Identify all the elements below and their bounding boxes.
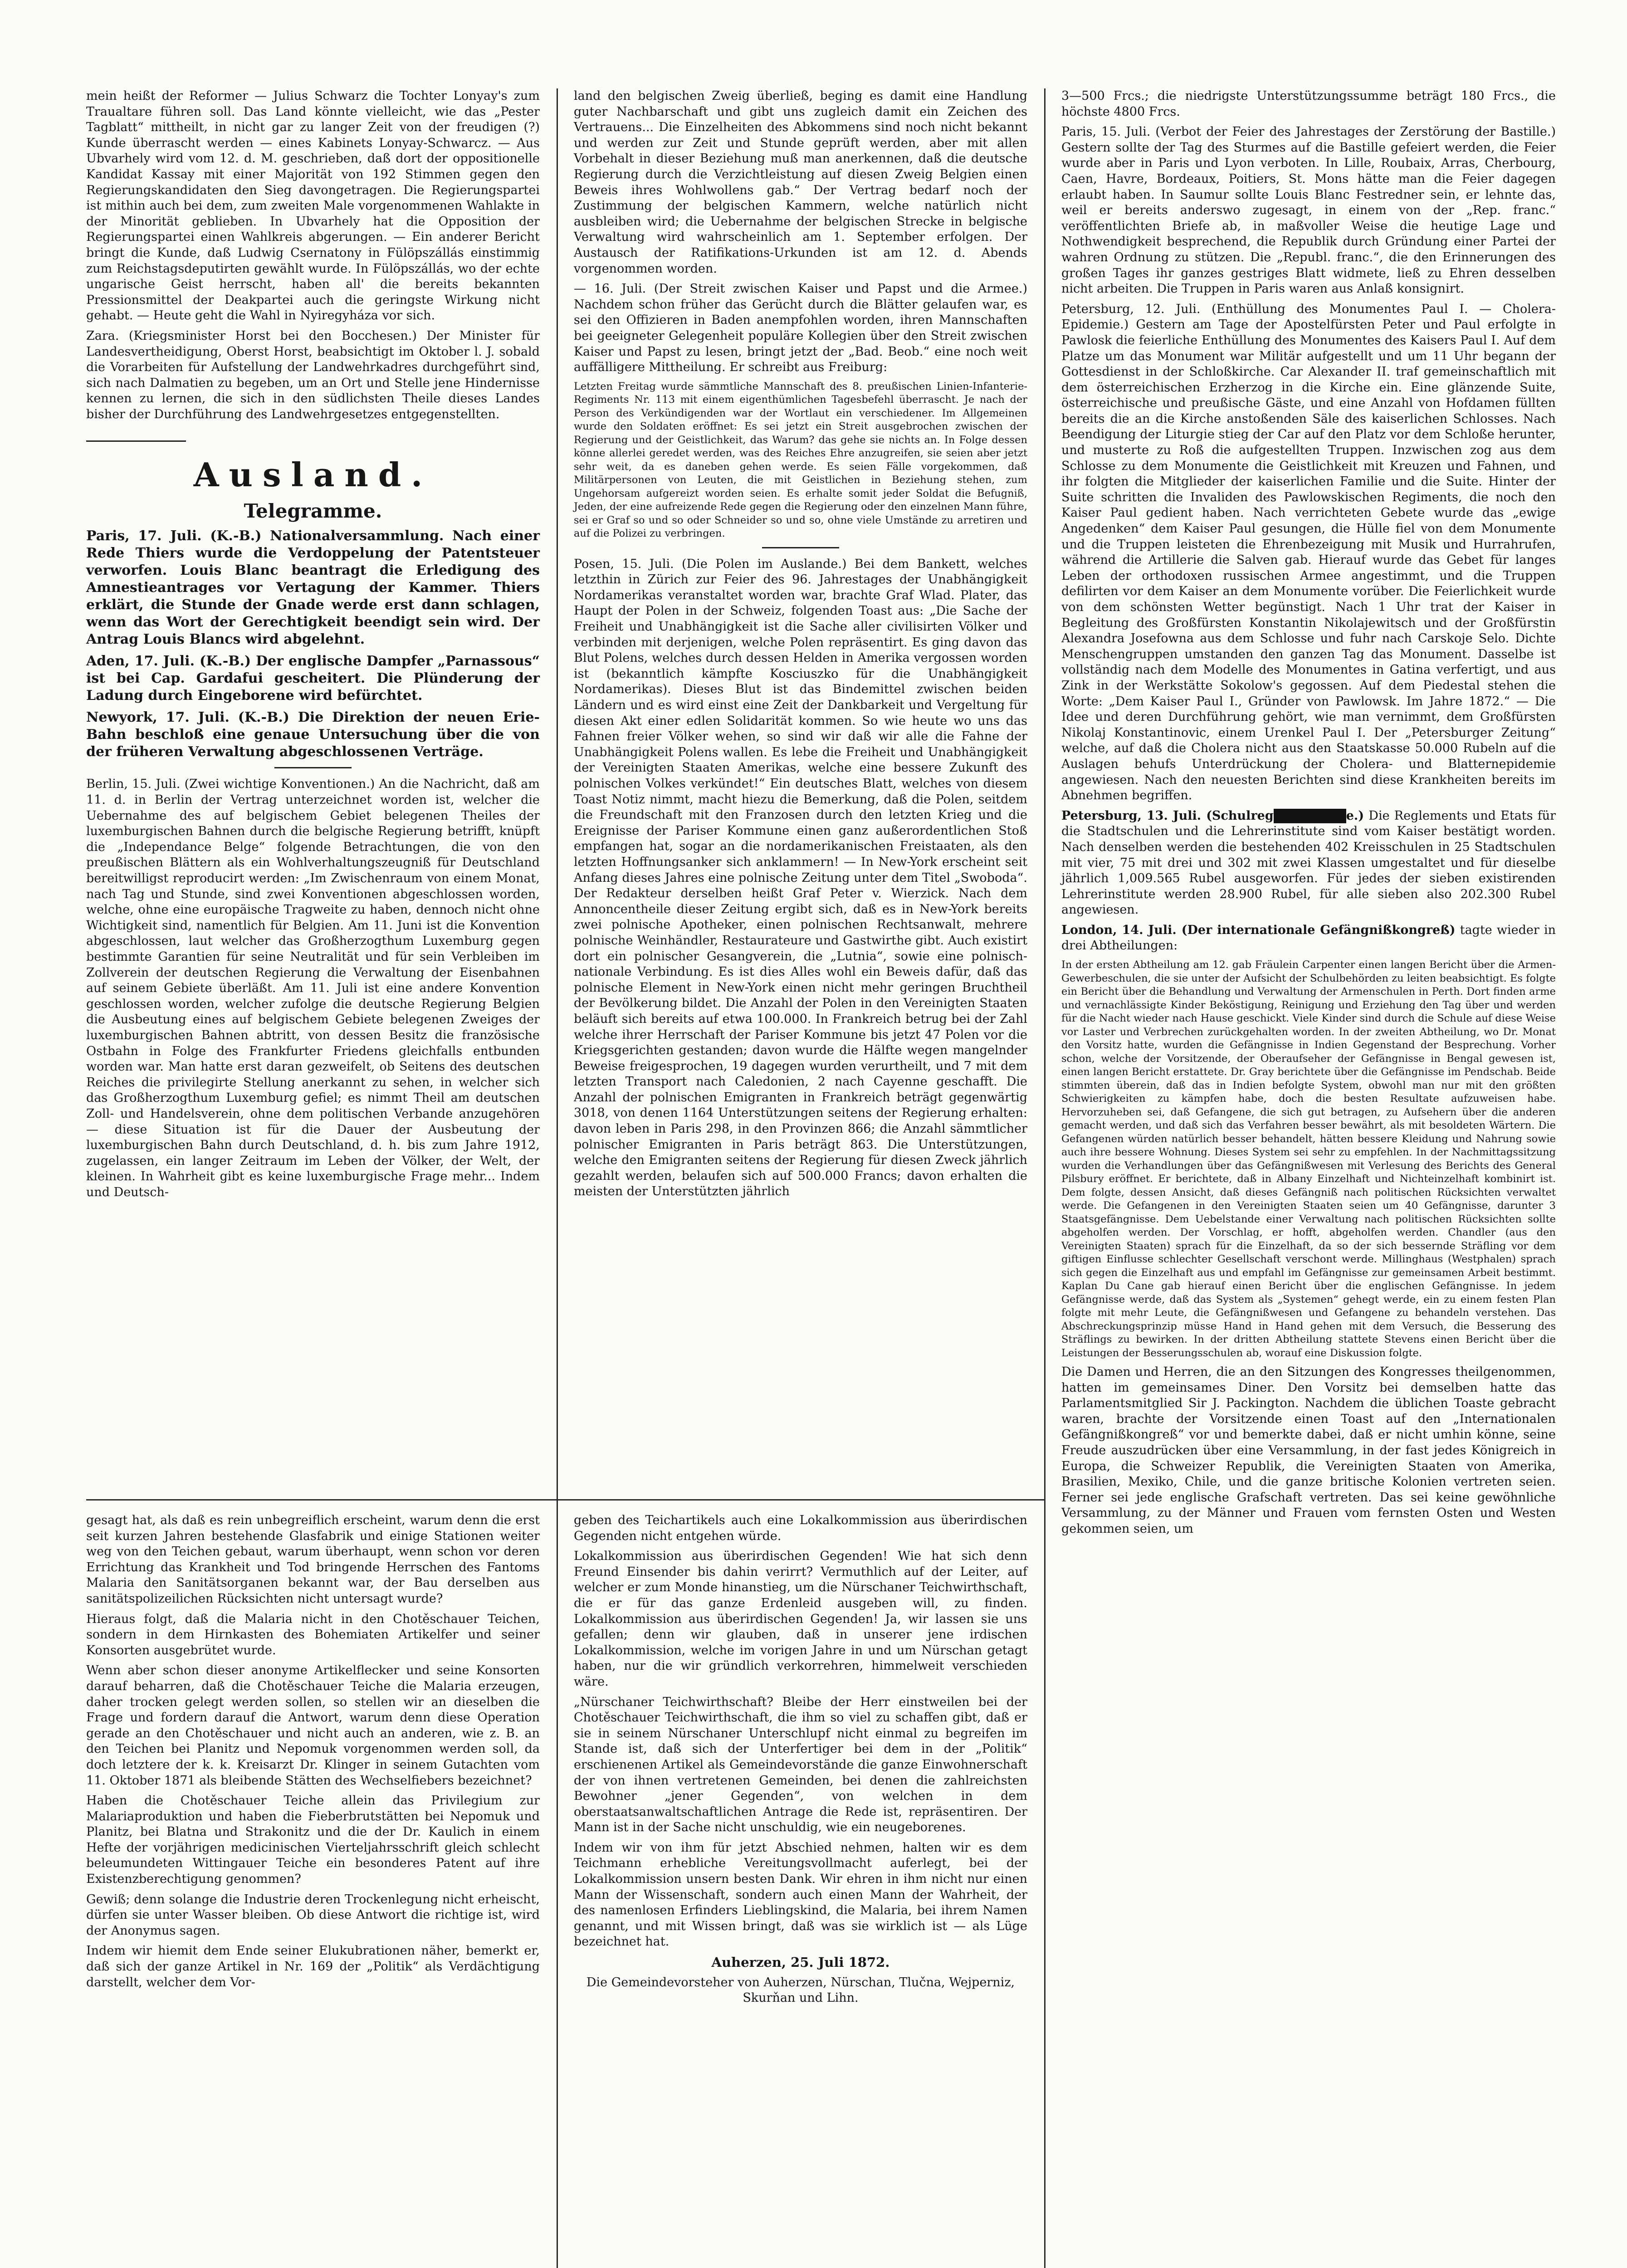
- paragraph: Indem wir von ihm für jetzt Abschied nehmen, halten wir es dem Teichmann erhebliche Vereitungsvollmacht auferlegt, bei der Lokalkommission unsern besten Dank. Wir ehren in ihm nicht nur einen Mann der Wissenschaft, sondern auch einen Mann der Wahrheit, der des namenlosen Erfinders Lieblingskind, die Malaria, bei ihrem Namen genannt, und mit Wissen bringt, daß was sie wirklich ist — als Lüge bezeichnet hat.: [574, 1840, 1027, 1949]
- paragraph-petersburg-schulen: [1061, 808, 1556, 918]
- paragraph: Wenn aber schon dieser anonyme Artikelflecker und seine Konsorten darauf beharren, daß die Chotěschauer Teiche die Malaria erzeugen, daher trocken gelegt werden sollen, so stellen wir an dieselben die Frage und fordern darauf die Antwort, warum denn diese Operation gerade an den Chotěschauer und nicht auch an anderen, wie z. B. an den Teichen bei Planitz und Nepomuk vorgenommen werden soll, da doch letztere der k. k. Kreisarzt Dr. Klinger in seinem Gutachten vom 11. Oktober 1871 als bleibende Stätten des Wechselfiebers bezeichnet?: [86, 1663, 540, 1788]
- telegram-aden: Aden, 17. Juli. (K.-B.) Der englische Dampfer „Parnassous“ ist bei Cap. Gardafui gescheitert. Die Plünderung der Ladung durch Eingeborene wird befürchtet.: [86, 653, 540, 704]
- column-left: [86, 88, 540, 1205]
- column-middle: [574, 88, 1027, 1204]
- paragraph: Gewiß; denn solange die Industrie deren Trockenlegung nicht erheischt, dürfen sie unter Wasser bleiben. Ob diese Antwort die richtige ist, wird der Anonymus sagen.: [86, 1892, 540, 1938]
- paragraph-london: [1061, 923, 1556, 954]
- column-rule: [1044, 88, 1046, 2268]
- paragraph-streit: — 16. Juli. (Der Streit zwischen Kaiser und Papst und die Armee.) Nachdem schon früher das Gerücht durch die Blätter gelaufen war, es sei den Offizieren in Baden anempfohlen worden, ihren Mannschaften bei geeigneter Gelegenheit populäre Kollegien über den Streit zwischen Kaiser und Papst zu lesen, bringt jetzt der „Bad. Beob.“ eine noch weit auffälligere Mittheilung. Er schreibt aus Freiburg:: [574, 282, 1027, 375]
- short-rule: [274, 767, 352, 768]
- paragraph-zara: Zara. (Kriegsminister Horst bei den Bocchesen.) Der Minister für Landesvertheidigung, Oberst Horst, beabsichtigt im Oktober l. J. sobald die Vorarbeiten für Aufstellung der Landwehrkadres durchgeführt sind, sich nach Dalmatien zu begeben, um an Ort und Stelle jene Hindernisse kennen zu lernen, die sich in den südlichsten Theile dieses Landes bisher der Durchführung des Landwehrgesetzes entgegenstellten.: [86, 328, 540, 421]
- newspaper-page: [86, 88, 1556, 2268]
- short-rule: [86, 440, 186, 442]
- place-date: Auherzen, 25. Juli 1872.: [711, 1955, 890, 1970]
- paragraph: Hieraus folgt, daß die Malaria nicht in den Chotěschauer Teichen, sondern in dem Hirnkasten des Bohemiaten Artikelfer und seiner Konsorten ausgebrütet wurde.: [86, 1612, 540, 1657]
- section-heading-ausland: Ausland.: [193, 455, 433, 494]
- column-left-bottom: [86, 1513, 540, 1995]
- dateline-end: e.): [1346, 808, 1364, 823]
- paragraph: 3—500 Frcs.; die niedrigste Unterstützungssumme beträgt 180 Frcs., die höchste 4800 Frcs.: [1061, 89, 1556, 119]
- paragraph-paris-bastille: Paris, 15. Juli. (Verbot der Feier des Jahrestages der Zerstörung der Bastille.) Gestern sollte der Tag des Sturmes auf die Bastille gefeiert werden, die Feier wurde aber in Paris und Lyon verboten. In Lille, Roubaix, Arras, Cherbourg, Caen, Havre, Bordeaux, Poitiers, St. Mons hätte man die Feier dagegen erlaubt haben. In Saumur sollte Louis Blanc Festredner sein, er lehnte das, weil er bereits anderswo zugesagt, in einem von der „Rep. franc.“ veröffentlichten Briefe ab, in maßvoller Weise die heutige Lage und Nothwendigkeit besprechend, die Republik durch Gründung einer Partei der wahren Ordnung zu stützen. Die „Republ. franc.“, die den Erinnerungen des großen Tages ihr ganzes gestriges Blatt widmete, ließ zu Ehren desselben nicht arbeiten. Die Truppen in Paris waren aus Anlaß konsignirt.: [1061, 125, 1556, 296]
- paragraph: „Nürschaner Teichwirthschaft? Bleibe der Herr einstweilen bei der Chotěschauer Teichwirthschaft, die ihm so viel zu schaffen gibt, daß er sie in seinem Nürschaner Unterschlupf nicht einmal zu begreifen im Stande ist, daß sich der Unterfertiger bei dem in der „Politik“ erschienenen Artikel als Gemeindevorstände die ganze Einwohnerschaft der von ihnen vertretenen Gemeinden, bei denen die zahlreichsten Bewohner „jener Gegenden“, von welchen in dem oberstaatsanwaltschaftlichen Antrage die Rede ist, repräsentiren. Der Mann ist in der Sache nicht unschuldig, wie ein neugeborenes.: [574, 1695, 1027, 1835]
- ink-blot: [1274, 809, 1346, 823]
- short-rule: [762, 547, 839, 548]
- quote-freiburg: Letzten Freitag wurde sämmtliche Mannschaft des 8. preußischen Linien-Infanterie-Regiments Nr. 113 mit einem eigenthümlichen Tagesbefehl überrascht. Je nach der Person des Verkündigenden war der Wortlaut ein verschiedener. Im Allgemeinen wurde den Soldaten eröffnet: Es sei jetzt ein Streit ausgebrochen zwischen der Regierung und der Geistlichkeit, das Warum? das gehe sie nichts an. In Folge dessen könne allerlei geredet werden, was des Reiches Ehre anzugreifen, sie seien aber jetzt sehr weit, da es daneben gehen werde. Es seien Fälle vorgekommen, daß Militärpersonen von Leuten, die mit Geistlichen in Beziehung stehen, zum Ungehorsam aufgereizt worden seien. Es erhalte somit jeder Soldat die Befugniß, Jeden, der eine aufreizende Rede gegen die Regierung oder den einzelnen Mann führe, sei er Graf so und so oder Schneider so und so, ohne viele Umstände zu arretiren und auf die Polizei zu verbringen.: [574, 380, 1027, 540]
- horizontal-rule: [86, 1499, 1044, 1501]
- column-right: [1061, 88, 1556, 1542]
- paragraph: Haben die Chotěschauer Teiche allein das Privilegium zur Malariaproduktion und haben die Fieberbrutstätten bei Nepomuk und Planitz, bei Blatna und Strakonitz und die der Dr. Kaulich in einem Hefte der vorjährigen medicinischen Vierteljahrsschrift gleich schlecht beleumundeten Wittingauer Teiche ein besonderes Patent auf ihre Existenzberechtigung genommen?: [86, 1794, 540, 1887]
- paragraph-petersburg: Petersburg, 12. Juli. (Enthüllung des Monumentes Paul I. — Cholera-Epidemie.) Gestern am Tage der Apostelfürsten Peter und Paul erfolgte in Pawlosk die feierliche Enthüllung des Monumentes des Kaisers Paul I. Auf dem Platze um das Monument war Militär aufgestellt und um 11 Uhr begann der Gottesdienst in der Schloßkirche. Car Alexander II. traf gemeinschaftlich mit dem österreichischen Erzherzog in die Kirche ein. Eine glänzende Suite, österreichische und preußische Gäste, und eine Anzahl von Hofdamen füllten bereits die an die Kirche anstoßenden Säle des kaiserlichen Schlosses. Nach Beendigung der Liturgie stieg der Car auf den Platz vor dem Schloße herunter, und musterte zu Roß die aufgestellten Truppen. Inzwischen zog aus dem Schlosse zu dem Monumente die Geistlichkeit mit Kreuzen und Fahnen, und ihr folgten die Mitglieder der kaiserlichen Familie und die Suite. Hinter der Suite schritten die Invaliden des Pawlowskischen Regiments, die noch den Kaiser Paul gedient haben. Nach verrichteten Gebete wurde das „ewige Angedenken“ dem Kaiser Paul gesungen, die Hülle fiel von dem Monumente und die Truppen leisteten die Ehrenbezeigung mit Musik und Hurrahrufen, während die Artillerie die Salven gab. Hierauf wurde das Gebet für langes Leben der orthodoxen russischen Armee angestimmt, und die Truppen defilirten vor dem Kaiser an dem Monumente vorüber. Die Feierlichkeit wurde von dem schönsten Wetter begünstigt. Nach 1 Uhr trat der Kaiser in Begleitung des Großfürsten Konstantin Nikolajewitsch und der Großfürstin Alexandra Josefowna aus dem Schlosse und fuhr nach Carskoje Selo. Dichte Menschengruppen umstanden den ganzen Tag das Monument. Dasselbe ist vollständig nach dem Modelle des Monumentes in Gatina verfertigt, und aus Zink in der Werkstätte Sokolow's gegossen. Auf dem Piedestal stehen die Worte: „Dem Kaiser Paul I., Gründer von Pawlowsk. Im Jahre 1872.“ — Die Idee und deren Durchführung gehört, wie man vernimmt, dem Großfürsten Nikolaj Konstantinovic, einem Urenkel Paul I. Der „Petersburger Zeitung“ welche, auf daß die Cholera nicht aus den Staatskasse 50.000 Rubeln auf die Auslagen behufs Unterdrückung der Cholera- und Blatternepidemie angewiesen. Nach den neuesten Berichten sind diese Krankheiten bereits im Abnehmen begriffen.: [1061, 302, 1556, 803]
- signature-line: Die Gemeindevorsteher von Auherzen, Nürschan, Tlučna, Wejperniz, Skurňan und Lihn.: [586, 1975, 1015, 2005]
- telegram-newyork: Newyork, 17. Juli. (K.-B.) Die Direktion der neuen Erie-Bahn beschloß eine genaue Untersuchung über die von der früheren Verwaltung abgeschlossenen Verträge.: [86, 709, 540, 760]
- column-rule: [557, 88, 558, 2268]
- column-middle-bottom: [574, 1513, 1027, 2011]
- paragraph-berlin: Berlin, 15. Juli. (Zwei wichtige Konventionen.) An die Nachricht, daß am 11. d. in Berlin der Vertrag unterzeichnet worden ist, welcher die Uebernahme des auf belgischem Gebiet belegenen Theiles der luxemburgischen Bahnen durch die belgische Regierung betrifft, knüpft die „Independance Belge“ folgende Betrachtungen, die von den preußischen Blättern als ein Wohlverhaltungszeugniß für Deutschland bereitwilligst reproducirt werden: „Im Zwischenraum von einem Monat, nach Tag und Stunde, sind zwei Konventionen abgeschlossen worden, welche, ohne eine europäische Tragweite zu haben, dennoch nicht ohne Wichtigkeit sind, namentlich für Belgien. Am 11. Juni ist die Konvention abgeschlossen, laut welcher das Großherzogthum Luxemburg gegen bestimmte Garantien für seine Neutralität und für sein Verbleiben im Zollverein der deutschen Regierung die Verwaltung der Eisenbahnen auf seinem Gebiete überläßt. Am 11. Juli ist eine andere Konvention geschlossen worden, welcher zufolge die deutsche Regierung Belgien die Ausbeutung eines auf belgischem Gebiete belegenen Zweiges der luxemburgischen Bahnen abtritt, von dessen Besitz die französische Ostbahn in Folge des Frankfurter Friedens gleichfalls entbunden worden war. Man hatte erst daran gezweifelt, ob Seitens des deutschen Reiches die privilegirte Stellung anerkannt zu sehen, in welcher sich das Großherzogthum Luxemburg gefiel; es nimmt Theil am deutschen Zoll- und Handelsverein, ohne dem politischen Verbande anzugehören — diese Situation ist für die Dauer der Ausbeutung der luxemburgischen Bahn durch Deutschland, d. h. bis zum Jahre 1912, zugelassen, ein langer Zeitraum im Leben der Völker, der Welt, der kleinen. In Wahrheit gibt es keine luxemburgische Frage mehr... Indem und Deutsch-: [86, 777, 540, 1199]
- telegrams-heading: Telegramme.: [244, 500, 382, 523]
- paragraph-london-report: In der ersten Abtheilung am 12. gab Fräulein Carpenter einen langen Bericht über die Armen-Gewerbeschulen, die sie unter der Aufsicht der Schulbehörden zu leiten beabsichtigt. Es folgte ein Bericht über die Behandlung und Verwaltung der Armenschulen in Perth. Dort finden arme und vernachlässigte Kinder Beköstigung, Reinigung und Erziehung den Tag über und werden für die Nacht wieder nach Hause geschickt. Viele Kinder sind durch die Schule auf diese Weise vor Laster und Verbrechen zurückgehalten worden. In der zweiten Abtheilung, wo Dr. Monat den Vorsitz hatte, wurden die Gefängnisse in Indien Gegenstand der Besprechung. Vorher schon, welche der Vorsitzende, der Oberaufseher der Gefängnisse in Bengal gewesen ist, einen langen Bericht erstattete. Dr. Gray berichtete über die Gefängnisse im Pendschab. Beide stimmten überein, daß das in Indien befolgte System, obwohl man nur mit den größten Schwierigkeiten zu kämpfen habe, doch die besten Resultate aufzuweisen habe. Hervorzuheben sei, daß Gefangene, die sich gut betragen, zu Aufsehern über die anderen gemacht werden, und daß sich das Verfahren besser bewährt, als mit besoldeten Wärtern. Die Gefangenen würden natürlich besser behandelt, hätten bessere Kleidung und Nahrung sowie auch ihre bessere Wohnung. Dieses System sei sehr zu empfehlen. In der Nachmittagssitzung wurden die Verhandlungen über das Gefängnißwesen mit Verlesung des Berichts des General Pilsbury eröffnet. Er berichtete, daß in Albany Einzelhaft und Nichteinzelhaft kombinirt ist. Dem folgte, dessen Ansicht, daß dieses Gefängniß nach politischen Rücksichten verwaltet werde. Die Gefangenen in den Vereinigten Staaten seien um 40 Gefängnisse, darunter 3 Staatsgefängnisse. Dem Uebelstande einer Verwaltung nach politischen Rücksichten sollte abgeholfen werden. Der Vorschlag, er hofft, abgeholfen werden. Chandler (aus den Vereinigten Staaten) sprach für die Einzelhaft, da so der sich bessernde Sträfling vor dem giftigen Einflusse schlechter Gesellschaft verschont werde. Millinghaus (Westphalen) sprach sich gegen die Einzelhaft aus und empfahl im Gefängnisse zur gemeinsamen Arbeit bestimmt. Kaplan Du Cane gab hierauf einen Bericht über die englischen Gefängnisse. In jedem Gefängnisse werde, daß das System als „Systemen“ gehegt werde, ein zu einem festen Plan folgte mit mehr Leute, die Gefängnißwesen und Gefangene zu behandeln verstehen. Das Abschreckungsprinzip müsse Hand in Hand gehen mit dem Versuch, die Besserung des Sträflings zu bewirken. In der dritten Abtheilung stattete Stevens einen Bericht über die Leistungen der Besserungsschulen ab, worauf eine Diskussion folgte.: [1061, 959, 1556, 1359]
- paragraph-london-diner: Die Damen und Herren, die an den Sitzungen des Kongresses theilgenommen, hatten im gemeinsames Diner. Den Vorsitz bei demselben hatte das Parlamentsmitglied Sir J. Packington. Nachdem die üblichen Toaste gebracht waren, brachte der Vorsitzende einen Toast auf den „Internationalen Gefängnißkongreß“ vor und bemerkte dabei, daß er nicht umhin könne, seine Freude auszudrücken über eine Versammlung, in der fast jedes Königreich in Europa, die Schweizer Republik, die Vereinigten Staaten von Amerika, Brasilien, Mexiko, Chile, und die ganze britische Kolonien vertreten seien. Ferner sei jede englische Grafschaft vertreten. Das sei keine gewöhnliche Versammlung, zu der Männer und Frauen vom fernsten Osten und Westen gekommen seien, um: [1061, 1365, 1556, 1536]
- paragraph: geben des Teichartikels auch eine Lokalkommission aus überirdischen Gegenden nicht entgehen würde.: [574, 1513, 1027, 1543]
- paragraph: gesagt hat, als daß es rein unbegreiflich erscheint, warum denn die erst seit kurzen Jahren bestehende Glasfabrik und einige Stationen weiter weg von den Teichen gebaut, warum überhaupt, wenn schon vor deren Errichtung das Krankheit und Tod bringende Herrschen des Fantoms Malaria den Sanitätsorganen bekannt war, der Bau derselben aus sanitätspolizeilichen Rücksichten nicht untersagt wurde?: [86, 1513, 540, 1606]
- paragraph: mein heißt der Reformer — Julius Schwarz die Tochter Lonyay's zum Traualtare führen soll. Das Land könnte vielleicht, wie das „Pester Tagblatt“ mittheilt, in nicht gar zu langer Zeit von der freudigen (?) Kunde überrascht werden — eines Kabinets Lonyay-Schwarcz. — Aus Ubvarhely wird vom 12. d. M. geschrieben, daß dort der oppositionelle Kandidat Kassay mit einer Majorität von 192 Stimmen gegen den Regierungskandidaten den Sieg davongetragen. Die Regierungspartei ist mithin auch bei dem, zum zweiten Male vorgenommenen Wahlakte in der Minorität geblieben. In Ubvarhely hat die Opposition der Regierungspartei einen Wahlkreis abgerungen. — Ein anderer Bericht bringt die Kunde, daß Ludwig Csernatony in Fülöpszállás einstimmig zum Reichstagsdeputirten gewählt wurde. In Fülöpszállás, wo der echte ungarische Geist herrscht, haben all' die bereits bekannten Pressionsmittel der Deakpartei auch die geringste Wirkung nicht gehabt. — Heute geht die Wahl in Nyiregyháza vor sich.: [86, 89, 540, 323]
- paragraph: Indem wir hiemit dem Ende seiner Elukubrationen näher, bemerkt er, daß sich der ganze Artikel in Nr. 169 der „Politik“ als Verdächtigung darstellt, welcher dem Vor-: [86, 1944, 540, 1989]
- dateline: London, 14. Juli. (Der internationale Gefängnißkongreß): [1061, 923, 1456, 937]
- dateline: Petersburg, 13. Juli. (Schulreg: [1061, 808, 1274, 823]
- telegram-paris: Paris, 17. Juli. (K.-B.) Nationalversammlung. Nach einer Rede Thiers wurde die Verdoppelung der Patentsteuer verworfen. Louis Blanc beantragt die Erledigung des Amnestieantrages vor Vertagung der Kammer. Thiers erklärt, die Stunde der Gnade werde erst dann schlagen, wenn das Wort der Gerechtigkeit beendigt sein wird. Der Antrag Louis Blancs wird abgelehnt.: [86, 528, 540, 648]
- text: tagte wieder in drei Abtheilungen:: [1061, 923, 1556, 953]
- paragraph: land den belgischen Zweig überließ, beging es damit eine Handlung guter Nachbarschaft und gibt uns zugleich damit ein Zeichen des Vertrauens... Die Einzelheiten des Abkommens sind noch nicht bekannt und werden zur Zeit und Stunde geprüft werden, aber mit allen Vorbehalt in dieser Beziehung muß man anerkennen, daß die deutsche Regierung durch die Verzichtleistung auf diesen Zweig Belgien einen Beweis ihres Wohlwollens gab.“ Der Vertrag bedarf noch der Zustimmung der belgischen Kammern, welche natürlich nicht ausbleiben wird; die Uebernahme der belgischen Strecke in belgische Verwaltung wird wahrscheinlich am 1. September erfolgen. Der Austausch der Ratifikations-Urkunden ist am 12. d. Abends vorgenommen worden.: [574, 89, 1027, 276]
- paragraph: Lokalkommission aus überirdischen Gegenden! Wie hat sich denn Freund Einsender bis dahin verirrt? Vermuthlich auf der Leiter, auf welcher er zum Monde hinanstieg, um die Nürschaner Teichwirthschaft, die er für das ganze Erdenleid ausgeben will, zu finden. Lokalkommission aus überirdischen Gegenden! Ja, wir lassen sie uns gefallen; denn wir glauben, daß in unserer jene irdischen Lokalkommission, welche im vorigen Jahre in und um Nürschan getagt haben, nur die wir gründlich verkorrehren, himmelweit verschieden wäre.: [574, 1549, 1027, 1689]
- paragraph-posen: Posen, 15. Juli. (Die Polen im Auslande.) Bei dem Bankett, welches letzthin in Zürich zur Feier des 96. Jahrestages der Unabhängigkeit Nordamerikas veranstaltet worden war, brachte Graf Wlad. Plater, das Haupt der Polen in der Schweiz, folgenden Toast aus: „Die Sache der Freiheit und Unabhängigkeit ist die Sache aller civilisirten Völker und verbinden mit derjenigen, welche Polen repräsentirt. Es ging davon das Blut Polens, welches durch dessen Helden in Amerika vergossen worden ist (bekanntlich kämpfte Kosciuszko für die Unabhängigkeit Nordamerikas). Dieses Blut ist das Bindemittel zwischen beiden Ländern und es wird einst eine Zeit der Dankbarkeit und Vergeltung für diesen Akt einer edlen Solidarität kommen. So wie heute wo uns das Fahnen freier Völker wehen, so sind wir daß wir alle die Fahne der Unabhängigkeit Polens wallen. Es lebe die Freiheit und Unabhängigkeit der Vereinigten Staaten Amerikas, welche eine bessere Zukunft des polnischen Volkes verkündet!“ Ein deutsches Blatt, welches von diesem Toast Notiz nimmt, macht hiezu die Bemerkung, daß die Polen, seitdem die Freundschaft mit den Franzosen durch den letzten Krieg und die Ereignisse der Pariser Kommune einen ganz außerordentlichen Stoß empfangen hat, sogar an die nordamerikanischen Freistaaten, als den letzten Hoffnungsanker sich anklammern! — In New-York erscheint seit Anfang dieses Jahres eine polnische Zeitung unter dem Titel „Swoboda“. Der Redakteur derselben heißt Graf Peter v. Wierzick. Nach dem Annoncentheile dieser Zeitung ergibt sich, daß es in New-York bereits zwei polnische Apotheker, einen polnischen Rechtsanwalt, mehrere polnische Weinhändler, Restaurateure und Gastwirthe gibt. Auch existirt dort ein polnischer Gesangverein, die „Lutnia“, sowie eine polnisch-nationale Verbindung. Es ist dies Alles wohl ein Beweis dafür, daß das polnische Element in New-York einen nicht mehr geringen Bruchtheil der Bevölkerung bildet. Die Anzahl der Polen in den Vereinigten Staaten beläuft sich bereits auf etwa 100.000. In Frankreich betrug bei der Zahl welche ihrer Herrschaft der Pariser Kommune bis jetzt 47 Polen vor die Kriegsgerichten gestanden; davon wurde die Hälfte wegen mangelnder Beweise freigesprochen, 19 dagegen wurden verurtheilt, und 7 mit dem letzten Transport nach Caledonien, 2 nach Cayenne geschafft. Die Anzahl der polnischen Emigranten in Frankreich beträgt gegenwärtig 3018, von denen 1164 Unterstützungen seitens der Regierung erhalten: davon leben in Paris 298, in den Provinzen 866; die Anzahl sämmtlicher polnischer Emigranten in Paris beträgt 863. Die Unterstützungen, welche den Emigranten seitens der Regierung für diesen Zweck jährlich gezahlt werden, belaufen sich auf 500.000 Francs; davon erhalten die meisten der Unterstützten jährlich: [574, 557, 1027, 1199]
- text: Die Reglements und Etats für die Stadtschulen und die Lehrerinstitute sind vom Kaiser bestätigt worden. Nach denselben werden die bestehenden 402 Kreisschulen in 25 Stadtschulen mit vier, 75 mit drei und 302 mit zwei Klassen umgestaltet und für dieselbe jährlich 1,009.565 Rubel ausgeworfen. Für jedes der sieben existirenden Lehrerinstitute werden 28.900 Rubel, für alle sieben also 202.300 Rubel angewiesen.: [1061, 808, 1556, 917]
